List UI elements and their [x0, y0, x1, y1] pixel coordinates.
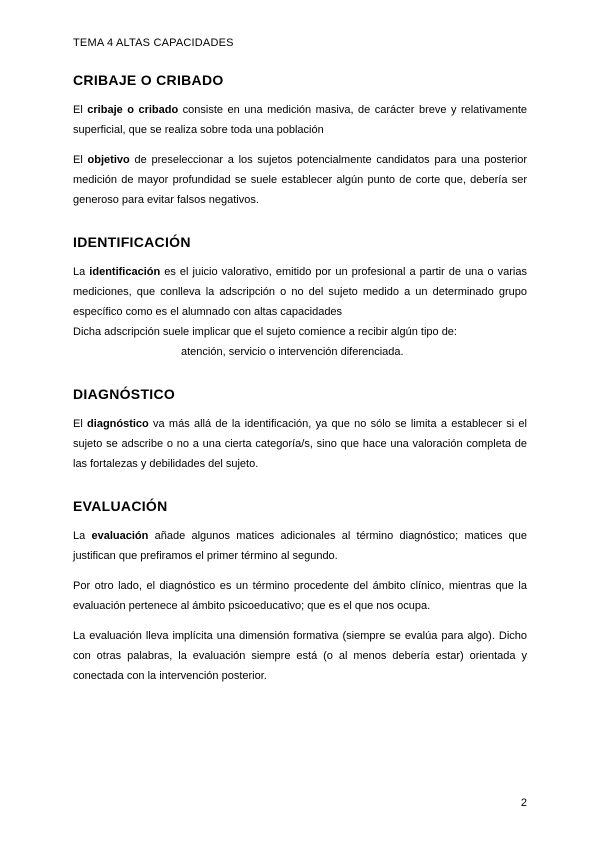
paragraph-indented: atención, servicio o intervención diferenciada.	[181, 346, 404, 358]
paragraph: El diagnóstico va más allá de la identificación, ya que no sólo se limita a establecer si el sujeto se adscribe o no a una cierta categoría/s, sino que hace una valoración completa de las fortalezas y debilidades del sujeto.	[73, 418, 527, 470]
bold-term: identificación	[89, 266, 161, 278]
bold-term: objetivo	[87, 154, 130, 166]
paragraph: Por otro lado, el diagnóstico es un término procedente del ámbito clínico, mientras que la evaluación pertenece al ámbito psicoeducativo; que es el que nos ocupa.	[73, 580, 527, 612]
bold-term: evaluación	[91, 530, 149, 542]
paragraph: La evaluación añade algunos matices adicionales al término diagnóstico; matices que justifican que prefiramos el primer término al segundo.	[73, 530, 527, 562]
section-heading: IDENTIFICACIÓN	[73, 234, 191, 250]
paragraph: El objetivo de preseleccionar a los sujetos potencialmente candidatos para una posterior medición de mayor profundidad se suele establecer algún punto de corte que, debería ser generoso para evitar falsos negativos.	[73, 154, 528, 206]
section-diagnostico	[73, 386, 527, 474]
page-number: 2	[520, 797, 527, 809]
bold-term: diagnóstico	[87, 418, 149, 430]
document-body	[73, 72, 527, 706]
section-identificacion	[73, 234, 527, 362]
running-header: TEMA 4 ALTAS CAPACIDADES	[73, 37, 234, 49]
paragraph: Dicha adscripción suele implicar que el sujeto comience a recibir algún tipo de:	[73, 326, 457, 338]
paragraph: El cribaje o cribado consiste en una medición masiva, de carácter breve y relativamente superficial, que se realiza sobre toda una población	[73, 104, 527, 136]
paragraph: La identificación es el juicio valorativo, emitido por un profesional a partir de una o varias mediciones, que conlleva la adscripción o no del sujeto medido a un determinado grupo específico como es el alumnado con altas capacidades	[73, 266, 527, 318]
section-evaluacion	[73, 498, 527, 686]
section-heading: DIAGNÓSTICO	[73, 386, 176, 402]
section-cribaje	[73, 72, 527, 210]
section-heading: EVALUACIÓN	[73, 498, 168, 514]
bold-term: cribaje o cribado	[87, 104, 179, 116]
section-heading: CRIBAJE O CRIBADO	[73, 72, 224, 88]
paragraph: La evaluación lleva implícita una dimensión formativa (siempre se evalúa para algo). Dicho con otras palabras, la evaluación siempre está (o al menos debería estar) orientada y conectada con la intervención posterior.	[73, 630, 527, 682]
